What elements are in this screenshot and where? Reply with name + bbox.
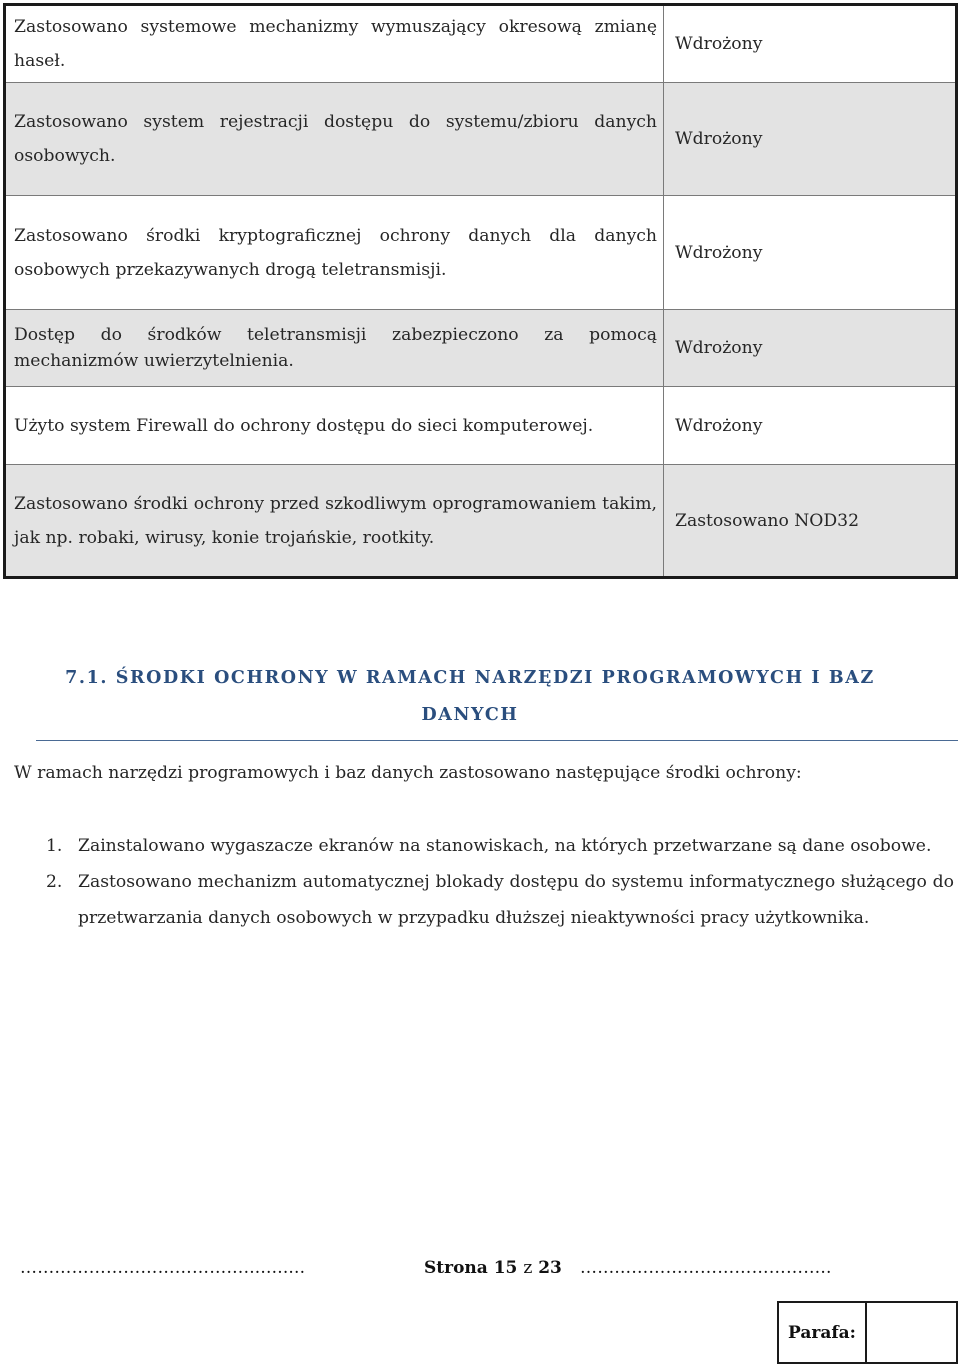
measure-status: Wdrożony (664, 387, 955, 465)
measure-description: Zastosowano systemowe mechanizmy wymuszający okresową zmianę haseł. (6, 6, 664, 83)
measures-list (46, 828, 954, 936)
measure-description: Zastosowano środki kryptograficznej ochrony danych dla danych osobowych przekazywanych drogą teletransmisji. (6, 196, 664, 310)
page-footer (20, 1258, 958, 1284)
measure-description: Zastosowano system rejestracji dostępu do systemu/zbioru danych osobowych. (6, 83, 664, 196)
security-measures-table (3, 3, 958, 579)
measure-status: Wdrożony (664, 196, 955, 310)
measure-description: Użyto system Firewall do ochrony dostępu do sieci komputerowej. (6, 387, 664, 465)
list-text: Zainstalowano wygaszacze ekranów na stanowiskach, na których przetwarzane są dane osobowe. (78, 836, 932, 856)
measure-description: Dostęp do środków teletransmisji zabezpieczono za pomocą mechanizmów uwierzytelnienia. (6, 310, 664, 387)
list-number: 2. (46, 872, 63, 892)
footer-dots-left: …………………………………........... (20, 1258, 306, 1278)
measure-status: Wdrożony (664, 6, 955, 83)
list-number: 1. (46, 836, 63, 856)
section-intro: W ramach narzędzi programowych i baz danych zastosowano następujące środki ochrony: (14, 763, 802, 783)
page-label: Strona 15 (424, 1258, 518, 1278)
initials-label: Parafa: (779, 1303, 867, 1362)
measure-status: Zastosowano NOD32 (664, 465, 955, 576)
initials-box (777, 1301, 958, 1364)
heading-underline (36, 740, 958, 741)
page-of: z (523, 1258, 533, 1278)
list-item (46, 828, 954, 864)
measure-status: Wdrożony (664, 310, 955, 387)
list-item (46, 864, 954, 936)
list-text: Zastosowano mechanizm automatycznej blokady dostępu do systemu informatycznego służącego do przetwarzania danych osobowych w przypadku dłuższej nieaktywności pracy użytkownika. (78, 872, 954, 928)
measure-status: Wdrożony (664, 83, 955, 196)
page-number (424, 1258, 562, 1278)
section-heading: 7.1. ŚRODKI OCHRONY W RAMACH NARZĘDZI PROGRAMOWYCH I BAZ DANYCH (65, 668, 875, 725)
footer-dots-right: ……...…………………………….. (580, 1258, 832, 1278)
page-total: 23 (538, 1258, 562, 1278)
measure-description: Zastosowano środki ochrony przed szkodliwym oprogramowaniem takim, jak np. robaki, wirusy, konie trojańskie, rootkity. (6, 465, 664, 576)
initials-field (867, 1303, 956, 1362)
